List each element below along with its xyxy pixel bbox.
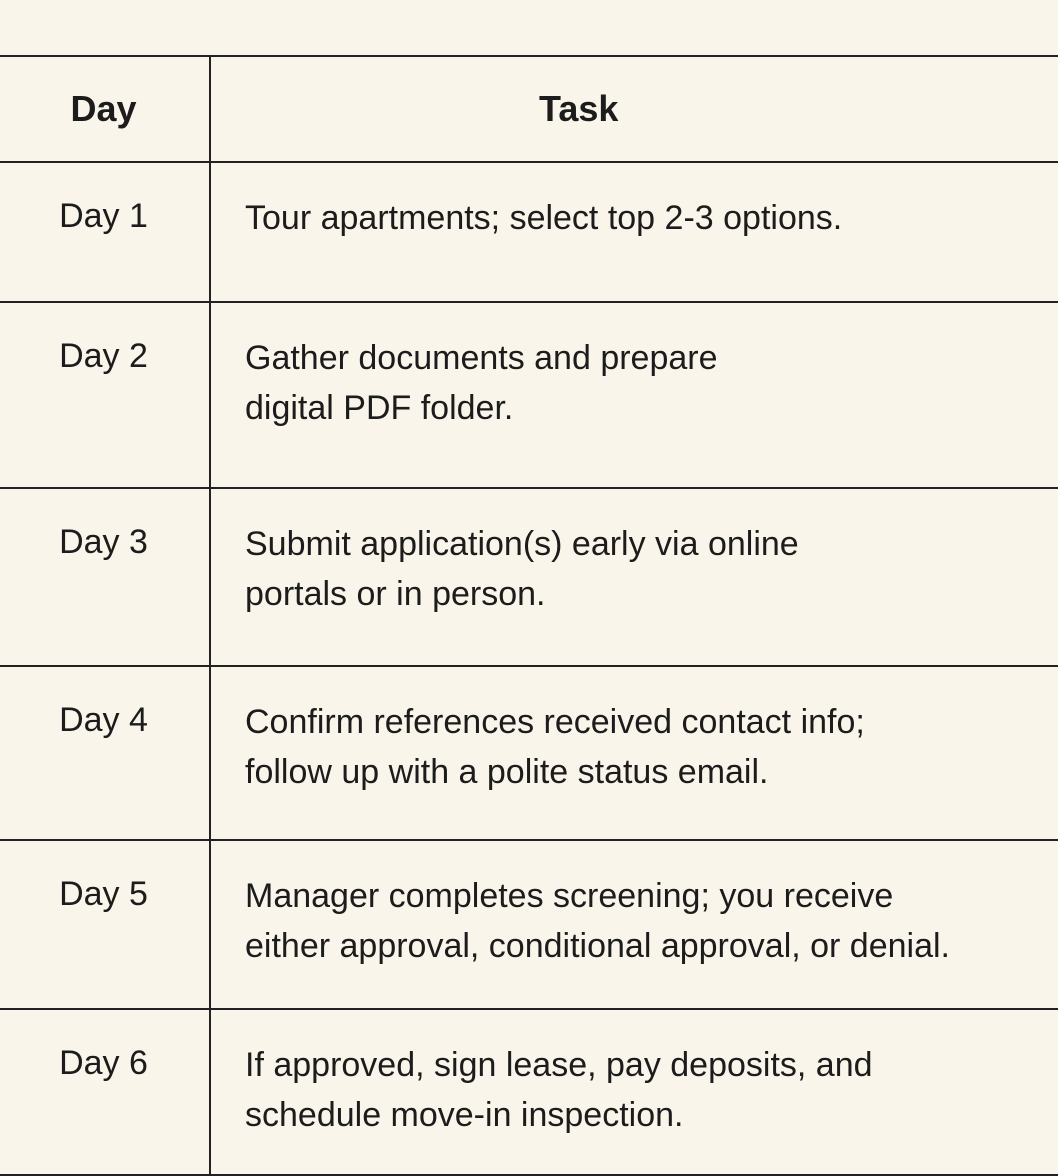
task-line: digital PDF folder. [245, 389, 514, 427]
table-row [0, 302, 1058, 488]
table-row [0, 666, 1058, 840]
task-line: Manager completes screening; you receive [245, 877, 894, 915]
task-line: Submit application(s) early via online [245, 525, 799, 563]
task-line: either approval, conditional approval, or denial. [245, 927, 951, 965]
task-line: If approved, sign lease, pay deposits, and [245, 1046, 873, 1084]
task-line: Confirm references received contact info; [245, 703, 865, 741]
table-row [0, 1009, 1058, 1175]
task-line: Tour apartments; select top 2-3 options. [245, 199, 843, 237]
day-cell: Day 4 [0, 666, 210, 840]
table-row [0, 162, 1058, 302]
task-line: portals or in person. [245, 575, 546, 613]
task-cell [210, 1009, 1058, 1175]
task-line: Gather documents and prepare [245, 339, 718, 377]
task-column-header: Task [210, 56, 1058, 162]
task-cell [210, 302, 1058, 488]
day-cell: Day 3 [0, 488, 210, 666]
task-cell [210, 840, 1058, 1009]
day-cell: Day 6 [0, 1009, 210, 1175]
task-line: follow up with a polite status email. [245, 753, 769, 791]
table-row [0, 840, 1058, 1009]
task-cell [210, 162, 1058, 302]
task-cell [210, 666, 1058, 840]
schedule-table [0, 55, 1058, 1176]
task-line: schedule move-in inspection. [245, 1096, 684, 1134]
table-row [0, 488, 1058, 666]
day-column-header: Day [0, 56, 210, 162]
task-cell [210, 488, 1058, 666]
day-cell: Day 5 [0, 840, 210, 1009]
day-cell: Day 1 [0, 162, 210, 302]
table-header-row [0, 56, 1058, 162]
day-cell: Day 2 [0, 302, 210, 488]
